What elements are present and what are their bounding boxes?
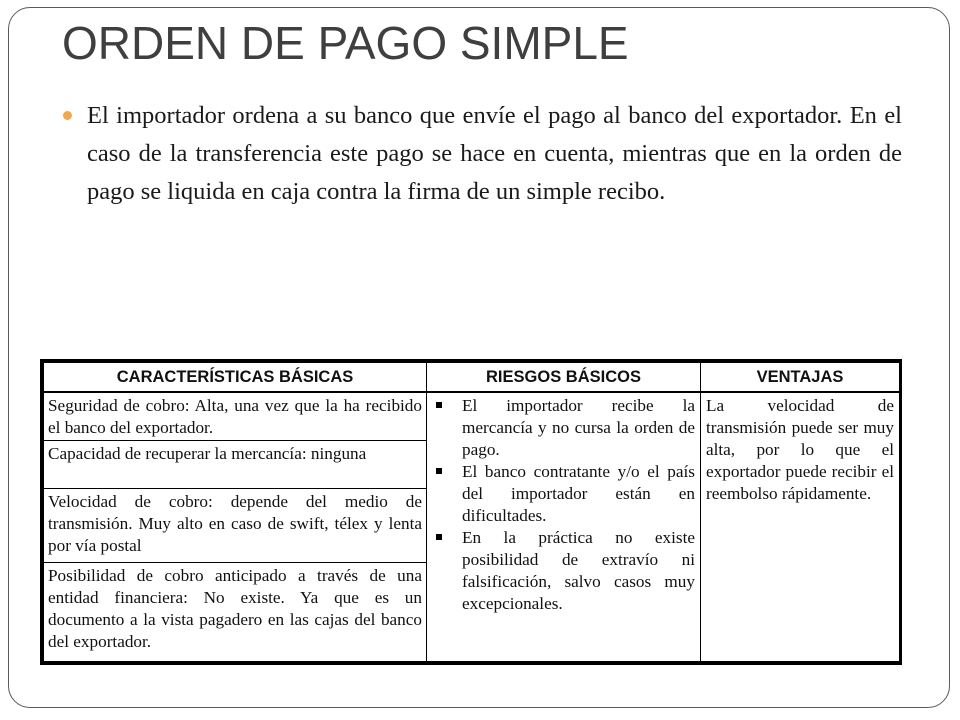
caracteristica-cell: Capacidad de recuperar la mercancía: ninguna [44, 441, 427, 489]
header-ventajas: VENTAJAS [701, 363, 900, 393]
comparison-table [40, 359, 902, 665]
riesgo-item: El banco contratante y/o el país del importador están en dificultades. [432, 461, 695, 527]
caracteristica-cell: Velocidad de cobro: depende del medio de transmisión. Muy alto en caso de swift, télex y lenta por vía postal [44, 489, 427, 563]
ventajas-cell: La velocidad de transmisión puede ser muy alta, por lo que el exportador puede recibir el reembolso rápidamente. [701, 392, 900, 662]
caracteristica-cell: Posibilidad de cobro anticipado a través de una entidad financiera: No existe. Ya que es un documento a la vista pagadero en las cajas del banco del exportador. [44, 563, 427, 662]
riesgo-item: En la práctica no existe posibilidad de extravío ni falsificación, salvo casos muy excepcionales. [432, 527, 695, 615]
header-riesgos: RIESGOS BÁSICOS [427, 363, 701, 393]
bullet-marker [63, 111, 72, 120]
slide-title: ORDEN DE PAGO SIMPLE [62, 17, 629, 69]
header-caracteristicas: CARACTERÍSTICAS BÁSICAS [44, 363, 427, 393]
riesgo-item: El importador recibe la mercancía y no cursa la orden de pago. [432, 395, 695, 461]
caracteristica-cell: Seguridad de cobro: Alta, una vez que la ha recibido el banco del exportador. [44, 392, 427, 441]
table-header-row [44, 363, 900, 393]
table-row [44, 392, 900, 441]
bullet-text: El importador ordena a su banco que envíe el pago al banco del exportador. En el caso de la transferencia este pago se hace en cuenta, mientras que en la orden de pago se liquida en caja contra la firma de un simple recibo. [87, 102, 902, 205]
riesgos-cell [427, 392, 701, 662]
